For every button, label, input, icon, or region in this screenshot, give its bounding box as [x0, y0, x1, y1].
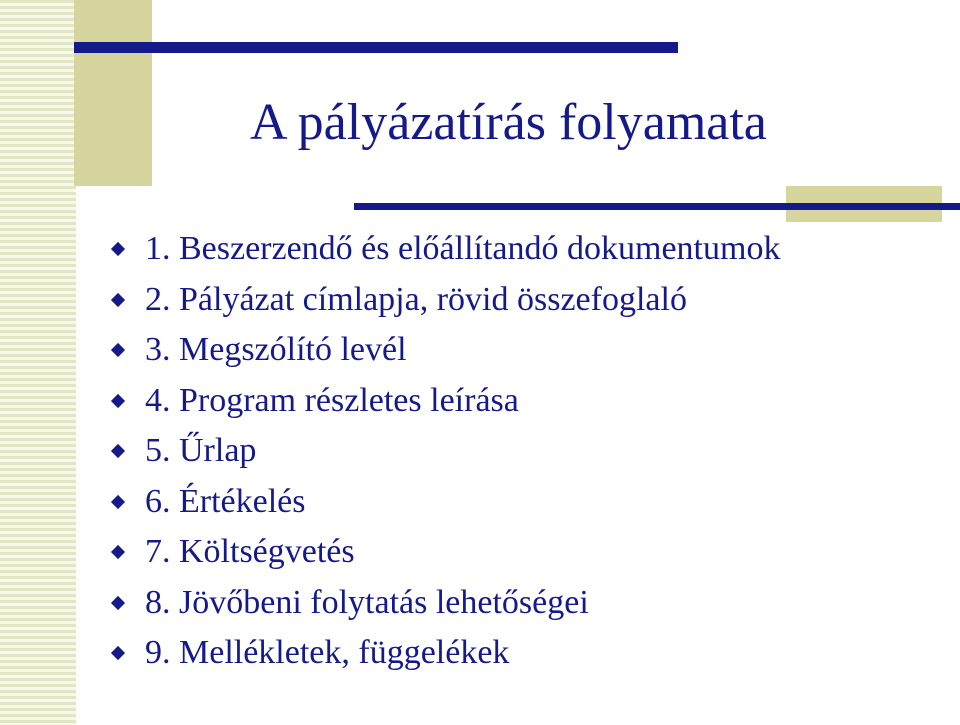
list-item-label: 9. Mellékletek, függelékek [145, 634, 510, 672]
list-item [110, 628, 780, 679]
list-item-label: 8. Jövőbeni folytatás lehetőségei [145, 583, 589, 621]
decorative-stripe [0, 0, 76, 725]
list-item-label: 6. Értékelés [145, 482, 306, 520]
decorative-accent-block [74, 0, 152, 186]
list-item-label: 3. Megszólító levél [145, 331, 407, 369]
decorative-top-rule [74, 42, 678, 53]
decorative-title-underline [354, 203, 960, 210]
diamond-bullet-icon [111, 646, 125, 660]
list-item-label: 7. Költségvetés [145, 533, 355, 571]
slide-title: A pályázatírás folyamata [250, 94, 767, 151]
diamond-bullet-icon [111, 394, 125, 408]
list-item [110, 527, 780, 578]
bullet-list [110, 224, 780, 679]
list-item-label: 2. Pályázat címlapja, rövid összefoglaló [145, 280, 687, 318]
diamond-bullet-icon [111, 444, 125, 458]
diamond-bullet-icon [111, 343, 125, 357]
diamond-bullet-icon [111, 545, 125, 559]
list-item [110, 275, 780, 326]
diamond-bullet-icon [111, 293, 125, 307]
list-item [110, 477, 780, 528]
list-item [110, 578, 780, 629]
diamond-bullet-icon [111, 596, 125, 610]
diamond-bullet-icon [111, 242, 125, 256]
list-item-label: 4. Program részletes leírása [145, 381, 519, 419]
list-item [110, 325, 780, 376]
list-item [110, 376, 780, 427]
list-item [110, 224, 780, 275]
diamond-bullet-icon [111, 495, 125, 509]
list-item-label: 1. Beszerzendő és előállítandó dokumentumok [145, 230, 781, 268]
list-item [110, 426, 780, 477]
list-item-label: 5. Űrlap [145, 432, 257, 470]
